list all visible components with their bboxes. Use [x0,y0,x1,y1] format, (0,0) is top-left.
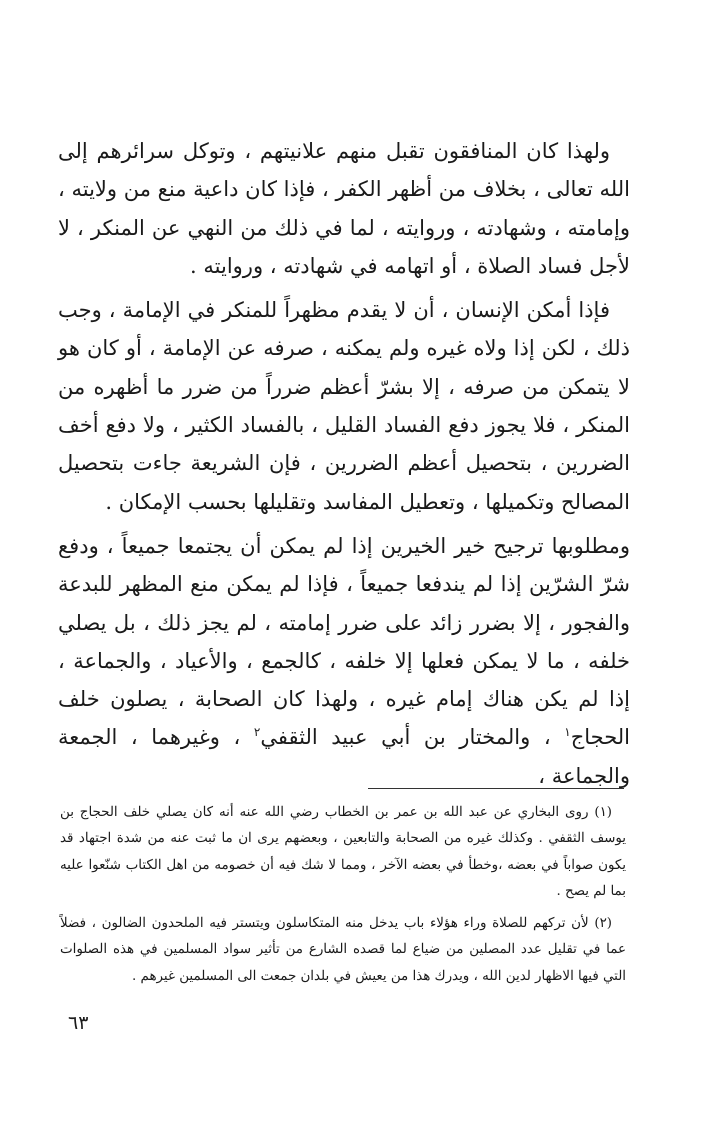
footnotes [60,800,626,990]
footnote-ref-1: ١ [564,725,571,740]
footnote-ref-2: ٢ [253,725,261,740]
footnote-1: (١) روى البخاري عن عبد الله بن عمر بن الخطاب رضي الله عنه أنه كان يصلي خلف الحجاج بن يوسف الثقفي . وكذلك غيره من الصحابة والتابعين ، وبعضهم يرى ان ما ثبت عنه من شدة اجتهاد قد يكون صواباً في بعضه ،وخطأ في بعضه الآخر ، ومما لا شك فيه أن خصومه من اهل الكتاب شنّعوا عليه بما لم يصح . [60,805,626,899]
main-text [58,132,630,795]
paragraph-3 [58,527,630,795]
footnote-2: (٢) لأن تركهم للصلاة وراء هؤلاء باب يدخل منه المتكاسلون ويتستر فيه الملحدون الضالون ، فضلاً عما في تقليل عدد المصلين من ضياع لما قصده الشارع من تأثير سواد المسلمين في هذه الصلوات التي فيها الاظهار لدين الله ، ويدرك هذا من يعيش في بلدان جمعت الى المسلمين غيرهم . [60,916,626,984]
page-number: ٦٣ [68,1012,89,1034]
paragraph-3-tail-b: ، والمختار بن أبي عبيد الثقفي [260,725,565,750]
paragraph-1: ولهذا كان المنافقون تقبل منهم علانيتهم ، وتوكل سرائرهم إلى الله تعالى ، بخلاف من أظهر الكفر ، فإذا كان داعية منع من ولايته ، وإمامته ، وشهادته ، وروايته ، لما في ذلك من النهي عن المنكر ، لا لأجل فساد الصلاة ، أو اتهامه في شهادته ، وروايته . [58,139,630,278]
paragraph-3-tail-c: ، وغيرهما ، الجمعة والجماعة ، [58,725,630,788]
footnote-divider [368,788,624,789]
paragraph-3-text: ومطلوبها ترجيح خير الخيرين إذا لم يمكن أن يجتمعا جميعاً ، ودفع شرّ الشرّين إذا لم يندفعا جميعاً ، فإذا لم يمكن منع المظهر للبدعة والفجور ، إلا بضرر زائد على ضرر إمامته ، لم يجز ذلك ، بل يصلي خلفه ، ما لا يمكن فعلها إلا خلفه ، كالجمع ، والأعياد ، والجماعة ، إذا لم يكن هناك إمام غيره ، ولهذا كان الصحابة ، يصلون خلف [58,533,630,712]
paragraph-2: فإذا أمكن الإنسان ، أن لا يقدم مظهراً للمنكر في الإمامة ، وجب ذلك ، لكن إذا ولاه غيره ولم يمكنه ، صرفه عن الإمامة ، أو كان هو لا يتمكن من صرفه ، إلا بشرّ أعظم ضرراً من ضرر ما أظهره من المنكر ، فلا يجوز دفع الفساد القليل ، بالفساد الكثير ، ولا دفع أخف الضررين ، بتحصيل أعظم الضررين ، فإن الشريعة جاءت بتحصيل المصالح وتكميلها ، وتعطيل المفاسد وتقليلها بحسب الإمكان . [58,298,630,514]
paragraph-3-tail-a: الحجاج [570,725,630,750]
